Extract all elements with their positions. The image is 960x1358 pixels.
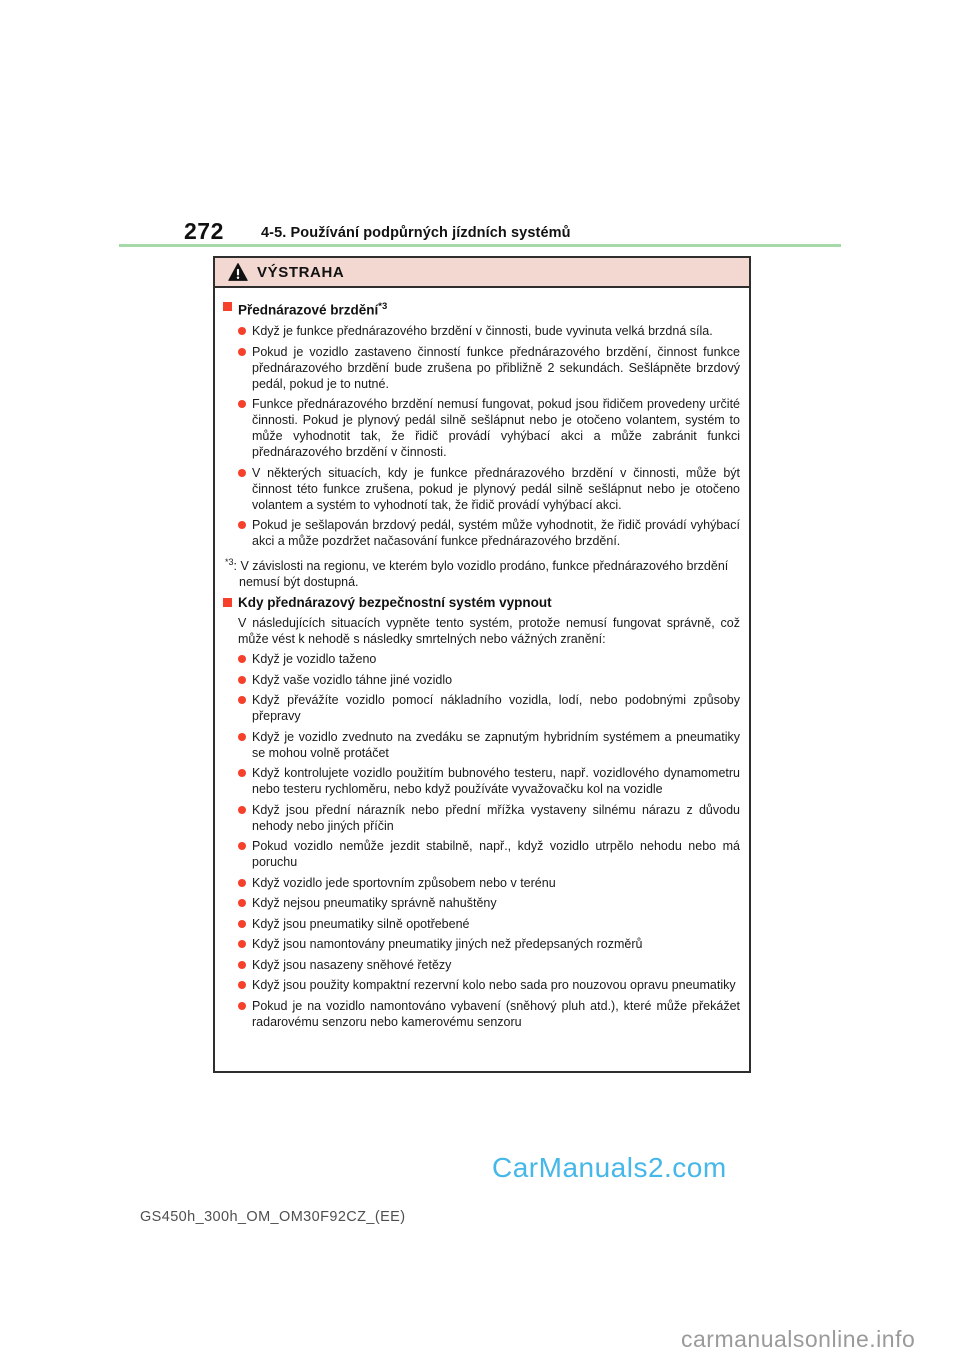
circle-bullet-icon [238,469,246,477]
list-item-text: Když je funkce přednárazového brzdění v činnosti, bude vyvinuta velká brzdná síla. [252,324,713,338]
footnote-text: : V závislosti na regionu, ve kterém bylo vozidlo prodáno, funkce přednárazového brzdění nemusí být dostupná. [233,558,729,589]
list-item [238,765,740,797]
list-item-text: Když jsou přední nárazník nebo přední mřížka vystaveny silnému nárazu z důvodu nehody nebo jiných příčin [252,802,740,833]
list-item [238,875,740,891]
list-item-text: Funkce přednárazového brzdění nemusí fungovat, pokud jsou řidičem provedeny určité činnosti. Pokud je plynový pedál silně sešlápnut nebo je otočeno volantem, systém to může vyhodnotit tak, že řidič provádí vyhýbací akci a může zabránit funkci přednárazového brzdění v činnosti. [252,397,740,459]
list-item [238,672,740,688]
circle-bullet-icon [238,400,246,408]
list-item [238,957,740,973]
list-item-text: Když vozidlo jede sportovním způsobem nebo v terénu [252,875,556,890]
circle-bullet-icon [238,733,246,741]
list-item [238,916,740,932]
section-heading-when-to-disable-system [223,595,740,611]
circle-bullet-icon [238,899,246,907]
list-item-text: Když jsou namontovány pneumatiky jiných než předepsaných rozměrů [252,937,643,952]
list-item [238,323,740,339]
list-item-text: Když nejsou pneumatiky správně nahuštěny [252,896,497,911]
footnote-marker: *3 [225,556,234,567]
list-item [238,838,740,870]
list-item-text: Pokud je vozidlo zastaveno činností funkce přednárazového brzdění, činnost funkce přednárazového brzdění bude zrušena po přibližně 2 sekundách. Sešlápněte brzdový pedál, pokud je to nutné. [252,344,740,391]
list-item-text: Pokud je sešlapován brzdový pedál, systém může vyhodnotit, že řidič provádí vyhýbací akci a může pozdržet načasování funkce přednárazového brzdění. [252,518,740,548]
list-item [238,998,740,1030]
section-intro: V následujících situacích vypněte tento systém, protože nemusí fungovat správně, což může vést k nehodě s následky smrtelných nebo vážných zranění: [238,615,740,646]
watermark-carmanualsonline: carmanualsonline.info [681,1326,916,1352]
list-item-text: Když jsou nasazeny sněhové řetězy [252,957,452,972]
caution-box [213,256,751,1073]
circle-bullet-icon [238,940,246,948]
list-item-text: Když je vozidlo zvednuto na zvedáku se zapnutým hybridním systémem a pneumatiky se mohou volně protáčet [252,729,740,760]
list-item-text: Pokud je na vozidlo namontováno vybavení (sněhový pluh atd.), které může překážet radarovému senzoru nebo kamerovému senzoru [252,998,740,1029]
circle-bullet-icon [238,920,246,928]
list-item [238,977,740,993]
list-item [238,729,740,761]
square-bullet-icon [223,598,232,607]
list-item [238,517,740,549]
list-item [238,396,740,460]
watermark-carmanuals2: CarManuals2.com [492,1152,727,1183]
document-code: GS450h_300h_OM_OM30F92CZ_(EE) [140,1209,406,1225]
section-heading-text: Kdy přednárazový bezpečnostní systém vypnout [238,594,552,610]
list-item-text: Když je vozidlo taženo [252,652,377,667]
list-item-text: V některých situacích, kdy je funkce přednárazového brzdění v činnosti, může být činnost této funkce zrušena, pokud je plynový pedál silně sešlápnut nebo je otočeno volantem a systém to vyhodnotí tak, že řidič provádí vyhýbací akci. [252,465,740,512]
circle-bullet-icon [238,879,246,887]
list-item [238,465,740,513]
list-item-text: Když vaše vozidlo táhne jiné vozidlo [252,672,453,687]
list-item-text: Když kontrolujete vozidlo použitím bubnového testeru, např. vozidlového dynamometru nebo testeru rychloměru, nebo když používáte vyvažovačku kol na vozidle [252,766,740,797]
circle-bullet-icon [238,961,246,969]
list-item-text: Když převážíte vozidlo pomocí nákladního vozidla, lodí, nebo podobnými způsoby přepravy [252,693,740,724]
circle-bullet-icon [238,676,246,684]
circle-bullet-icon [238,981,246,989]
footnote [224,554,740,590]
circle-bullet-icon [238,769,246,777]
circle-bullet-icon [238,696,246,704]
page-number: 272 [184,218,224,244]
list-item [238,692,740,724]
list-item [238,651,740,667]
chapter-header: 4-5. Používání podpůrných jízdních systémů [261,225,571,241]
circle-bullet-icon [238,1002,246,1010]
caution-content [215,288,749,1071]
list-item-text: Když jsou pneumatiky silně opotřebené [252,916,470,931]
caution-title: VÝSTRAHA [257,263,345,281]
header-rule [119,244,841,247]
list-item [238,895,740,911]
warning-triangle-icon [228,263,248,281]
list-item [238,802,740,834]
list-item-text: Když jsou použity kompaktní rezervní kolo nebo sada pro nouzovou opravu pneumatiky [252,978,736,993]
circle-bullet-icon [238,842,246,850]
section-heading-text: Přednárazové brzdění$^{*3}$ [238,301,388,318]
heading-superscript: *3 [378,301,388,312]
caution-box-header [215,258,749,288]
circle-bullet-icon [238,327,246,335]
circle-bullet-icon [238,806,246,814]
circle-bullet-icon [238,521,246,529]
square-bullet-icon [223,302,232,311]
circle-bullet-icon [238,655,246,663]
circle-bullet-icon [238,348,246,356]
list-item-text: Pokud vozidlo nemůže jezdit stabilně, např., když vozidlo utrpělo nehodu nebo má poruchu [252,839,740,870]
list-item [238,936,740,952]
section-heading-pre-collision-braking [223,299,740,319]
list-item [238,344,740,392]
